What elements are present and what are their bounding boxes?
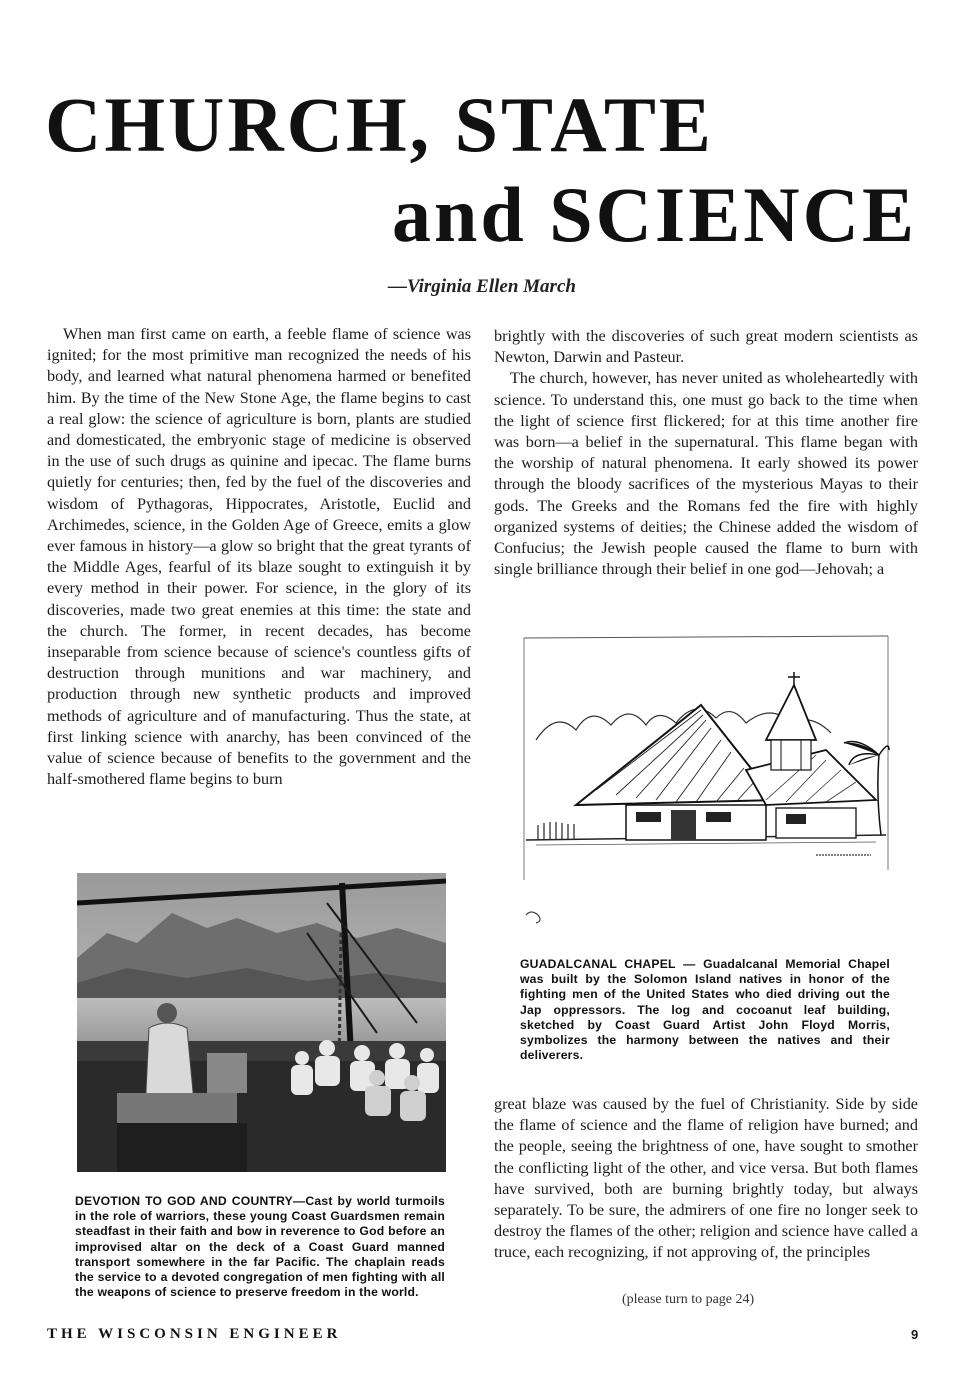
article-column-2: [494, 326, 918, 580]
chapel-sketch: [516, 630, 896, 942]
article-column-3: [494, 1094, 918, 1264]
byline: —Virginia Ellen March: [388, 276, 576, 297]
continued-note: (please turn to page 24): [622, 1292, 755, 1307]
article-column-1: [47, 324, 471, 790]
paragraph: The church, however, has never united as wholeheartedly with science. To understand this, one must go back to the time when the light of science first flickered; for at this time another fire was born—a belief in the supernatural. This flame began with the worship of natural phenomena. It early showed its power through the bloody sacrifices of the mysterious Mayas to their gods. The Greeks and the Romans fed the fire with highly organized systems of deities; the Chinese added the wisdom of Confucius; the Jewish people caused the flame to burn with single brilliance through their belief in one god—Jehovah; a: [494, 369, 918, 579]
devotion-photo: [77, 873, 446, 1172]
paragraph: great blaze was caused by the fuel of Christianity. Side by side the flame of science and the flame of religion have burned; and the people, seeing the brightness of one, have sought to smother the conflicting light of the other, and vice versa. But both flames have survived, both are burning brightly today, but always separately. To be sure, the admirers of one fire no longer seek to destroy the flames of the other; religion and science have called a truce, each recognizing, if not approving of, the principles: [494, 1095, 918, 1262]
chapel-caption: GUADALCANAL CHAPEL — Guadalcanal Memorial Chapel was built by the Solomon Island natives in honor of the fighting men of the United States who died driving out the Jap oppressors. The log and cocoanut leaf building, sketched by Coast Guard Artist John Floyd Morris, symbolizes the harmony between the natives and their deliverers.: [520, 957, 890, 1063]
page-number: 9: [911, 1327, 919, 1342]
paragraph: brightly with the discoveries of such great modern scientists as Newton, Darwin and Pasteur.: [494, 327, 918, 367]
paragraph: When man first came on earth, a feeble flame of science was ignited; for the most primitive man recognized the needs of his body, and learned what natural phenomena harmed or benefited him. By the time of the New Stone Age, the flame begins to cast a real glow: the science of agriculture is born, plants are studied and domesticated, the embryonic stage of medicine is observed in the use of such drugs as quinine and ipecac. The flame burns quietly for centuries; then, fed by the fuel of the discoveries and wisdom of Pythagoras, Hippocrates, Aristotle, Euclid and Archimedes, science, in the Golden Age of Greece, emits a glow ever famous in history—a glow so bright that the great tyrants of the Middle Ages, fearful of its blaze sought to extinguish it by every method in their power. For science, in the glory of its discoveries, made two great enemies at this time: the state and the church. The former, in recent decades, has become inseparable from science because of science's countless gifts of destruction through munitions and war machinery, and production through new synthetic products and improved methods of agriculture and of manufacturing. Thus the state, at first linking science with anarchy, has been convinced of the value of science because of benefits to the government and the half-smothered flame begins to burn: [47, 325, 471, 789]
title-line-2: and SCIENCE: [391, 171, 917, 258]
devotion-caption: DEVOTION TO GOD AND COUNTRY—Cast by world turmoils in the role of warriors, these young Coast Guardsmen remain steadfast in their faith and bow in reverence to God before an improvised altar on the deck of a Coast Guard manned transport somewhere in the far Pacific. The chaplain reads the service to a devoted congregation of men fighting with all the weapons of science to preserve freedom in the world.: [75, 1194, 445, 1300]
title-line-1: CHURCH, STATE: [45, 81, 714, 168]
publication-footer: THE WISCONSIN ENGINEER: [47, 1326, 342, 1342]
